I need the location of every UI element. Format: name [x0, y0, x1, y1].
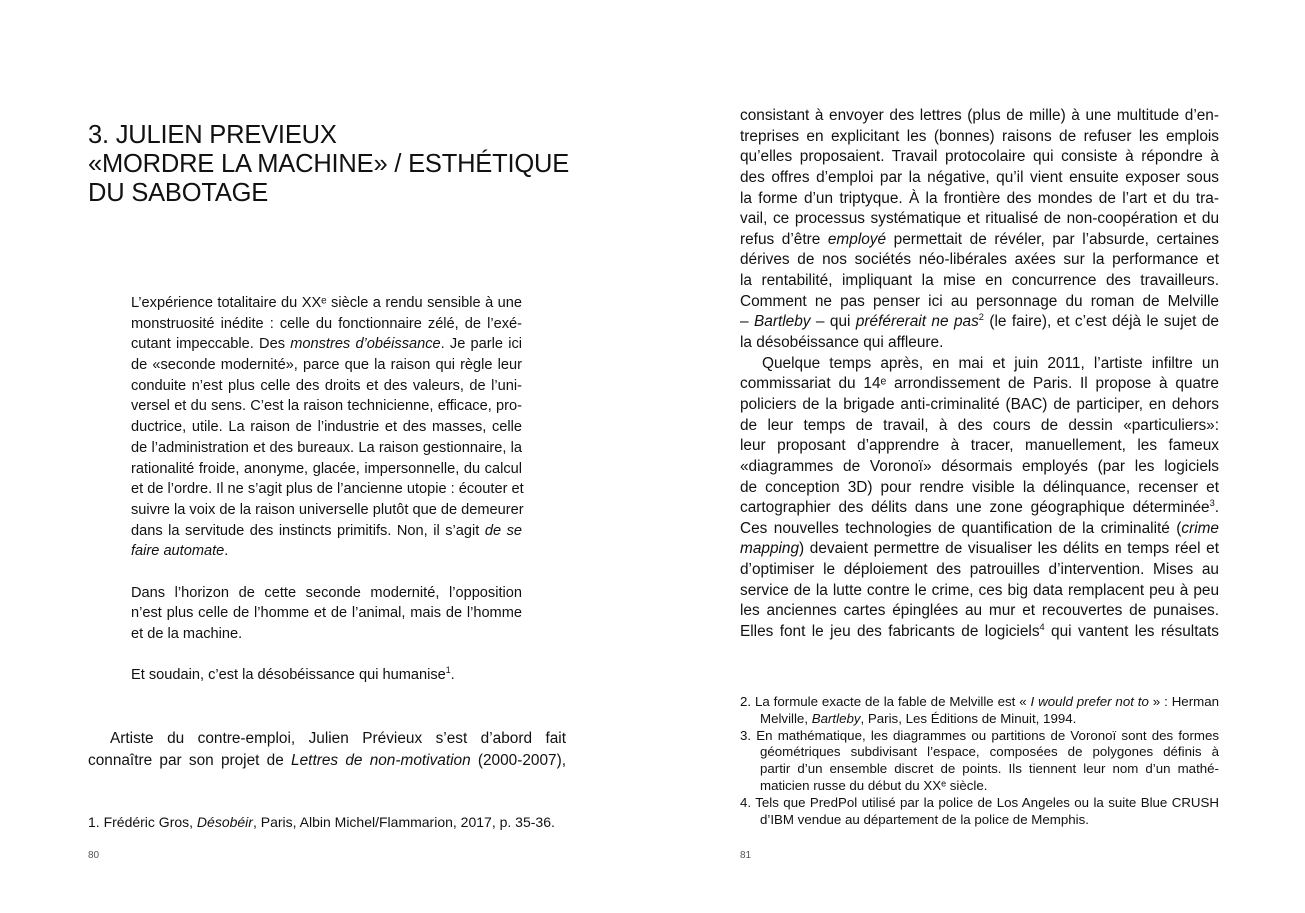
footnote-line: 4. Tels que PredPol utilisé par la police de Los Angeles ou la suite Blue CRUSH	[740, 794, 1219, 810]
italic-text: faire automate	[131, 543, 225, 560]
body-line: – Bartleby – qui préférerait ne pas$^2$ (le faire), et c’est déjà le sujet de	[740, 312, 1219, 331]
quote-line: faire automate.	[131, 543, 229, 560]
body-line: la forme d’un triptyque. À la frontière des mondes de l’art et du tra-	[740, 189, 1219, 207]
body-line: leur proposant d’apprendre à tracer, manuellement, les fameux	[740, 437, 1219, 455]
body-line: mapping) devaient permettre de visualiser les délits en temps réel et	[740, 540, 1219, 558]
quote-line: et de l’ordre. Il ne s’agit plus de l’ancienne utopie : écouter et	[131, 481, 524, 498]
body-line: vail, ce processus systématique et ritualisé de non-coopération et du	[740, 210, 1219, 228]
punctuation: .	[450, 667, 455, 684]
footnote-line: d’IBM vendue au département de la police de Memphis.	[760, 811, 1089, 827]
body-text-right	[740, 106, 1219, 643]
quote-line: ductrice, utile. La raison de l’industrie et des masses, celle	[131, 419, 522, 436]
body-line: Comment ne pas penser ici au personnage du roman de Melville	[740, 292, 1219, 310]
body-line: consistant à envoyer des lettres (plus de mille) à une multitude d’en-	[740, 107, 1219, 124]
quote-line: versel et du sens. C’est la raison technicienne, efficace, pro-	[131, 398, 522, 415]
page-number-left: 80	[88, 850, 100, 861]
body-line: d’optimiser le déploiement des patrouilles d’intervention. Mises au	[740, 561, 1219, 579]
quote-line: rationalité froide, anonyme, glacée, impersonnelle, du calcul	[131, 460, 522, 477]
quote-line: cutant impeccable. Des monstres d’obéissance. Je parle ici	[131, 336, 522, 353]
italic-text: Désobéir	[196, 814, 253, 830]
left-page	[0, 0, 652, 913]
body-text-left	[88, 728, 566, 771]
chapter-title-line: «MORDRE LA MACHINE» / ESTHÉTIQUE	[88, 150, 570, 179]
footnote-ref[interactable]: 3	[1209, 498, 1215, 509]
italic-text: Bartleby	[754, 313, 811, 331]
body-line: la désobéissance qui affleure.	[740, 334, 944, 352]
chapter-title-line: DU SABOTAGE	[88, 179, 269, 208]
quote-line: L’expérience totalitaire du XXᵉ siècle a rendu sensible à une	[131, 295, 522, 311]
footnote-4	[740, 795, 1219, 829]
body-line: les anciennes cartes épinglées au mur et recouvertes de punaises.	[740, 602, 1219, 620]
quote-line: et de la machine.	[131, 626, 243, 642]
italic-text: Bartleby	[811, 710, 861, 726]
body-line: Elles font le jeu des fabricants de logiciels$^4$ qui vantent les résultats	[740, 621, 1220, 641]
body-line: la rentabilité, impliquant la mise en concurrence des travailleurs.	[740, 272, 1219, 290]
footnotes-right	[740, 694, 1219, 828]
footnote-line: 3. En mathématique, les diagrammes ou partitions de Voronoï sont des formes	[740, 727, 1219, 743]
footnote-1: 1. Frédéric Gros, Désobéir, Paris, Albin Michel/Flammarion, 2017, p. 35-36.	[88, 814, 555, 830]
quote-line: de «seconde modernité», parce que la raison qui règle leur	[131, 357, 522, 374]
quote-line: monstruosité inédite : celle du fonctionnaire zélé, de l’exé-	[131, 315, 522, 332]
body-line: cartographier des délits dans une zone géographique déterminée$^3$.	[740, 498, 1219, 517]
quote-line: Dans l’horizon de cette seconde modernité, l’opposition	[131, 584, 522, 601]
body-line: qu’elles proposaient. Travail protocolaire qui consiste à répondre à	[740, 148, 1219, 166]
chapter-title	[88, 121, 588, 208]
footnote-line: 2. La formule exacte de la fable de Melville est « I would prefer not to » : Herman	[740, 694, 1219, 709]
quote-line: dans la servitude des instincts primitifs. Non, il s’agit de se	[131, 522, 522, 539]
body-line: des offres d’emploi par la négative, qu’il vient ensuite exposer sous	[740, 168, 1219, 186]
body-line: service de la lutte contre le crime, ces big data remplacent peu à peu	[740, 581, 1219, 599]
italic-text: préférerait ne pas	[855, 313, 979, 331]
italic-text: mapping	[740, 540, 800, 558]
quote-line: de l’administration et des bureaux. La raison gestionnaire, la	[131, 439, 522, 456]
body-line: de leur temps de travail, à des cours de dessin «particuliers»:	[740, 416, 1219, 434]
footnote-line: maticien russe du début du XXᵉ siècle.	[760, 777, 988, 793]
quote-paragraph-1	[131, 293, 522, 562]
chapter-title-line: 3. JULIEN PREVIEUX	[88, 121, 337, 150]
italic-text: I would prefer not to	[1030, 694, 1149, 709]
italic-text: monstres d’obéissance	[290, 336, 441, 353]
italic-text: Lettres de non-motivation	[291, 751, 471, 769]
body-line: Artiste du contre-emploi, Julien Prévieux s’est d’abord fait	[110, 730, 566, 747]
body-line: connaître par son projet de Lettres de non-motivation (2000-2007),	[88, 751, 567, 769]
footnote-ref[interactable]: 2	[978, 312, 984, 323]
body-line: refus d’être employé permettait de révéler, par l’absurde, certaines	[740, 230, 1219, 248]
page-number-right: 81	[740, 850, 752, 861]
body-line: policiers de la brigade anti-criminalité (BAC) de participer, en dehors	[740, 395, 1219, 413]
italic-text: employé	[827, 230, 887, 248]
quote-text: Et soudain, c’est la désobéissance qui humanise	[131, 667, 446, 684]
quote-line: conduite n’est plus celle des droits et des valeurs, de l’uni-	[131, 377, 522, 394]
body-line: de conception 3D) pour rendre visible la délinquance, recenser et	[740, 478, 1219, 496]
quote-line: suivre la voix de la raison universelle plutôt que de demeurer	[131, 501, 524, 518]
quote-line: n’est plus celle de l’homme et de l’animal, mais de l’homme	[131, 605, 522, 622]
footnote-line: partir d’un ensemble discret de points. Ils tiennent leur nom d’un mathé-	[760, 761, 1219, 777]
body-line: dérives de nos sociétés néo-libérales axées sur la performance et	[740, 251, 1219, 269]
body-line: treprises en explicitant les (bonnes) raisons de refuser les emplois	[740, 127, 1219, 145]
footnote-ref[interactable]: 4	[1039, 621, 1045, 632]
body-line: commissariat du 14ᵉ arrondissement de Paris. Il propose à quatre	[740, 375, 1219, 393]
body-line: «diagrammes de Voronoï» désormais employés (par les logiciels	[740, 457, 1219, 475]
body-line: Ces nouvelles technologies de quantification de la criminalité (crime	[740, 519, 1219, 537]
quote-paragraph-3	[131, 665, 522, 686]
footnote-ref-1[interactable]: 1	[445, 665, 451, 676]
footnote-3	[740, 728, 1219, 795]
footnote-line: géométriques subdivisant l’espace, composées de polygones définis à	[760, 744, 1219, 760]
quote-paragraph-2	[131, 583, 522, 645]
body-line: Quelque temps après, en mai et juin 2011, l’artiste infiltre un	[762, 354, 1219, 372]
right-page	[652, 0, 1305, 913]
italic-text: crime	[1181, 519, 1219, 537]
footnote-2	[740, 694, 1219, 728]
block-quote	[131, 293, 522, 686]
italic-text: de se	[484, 522, 522, 539]
footnote-line: Melville, Bartleby, Paris, Les Éditions de Minuit, 1994.	[760, 710, 1077, 726]
